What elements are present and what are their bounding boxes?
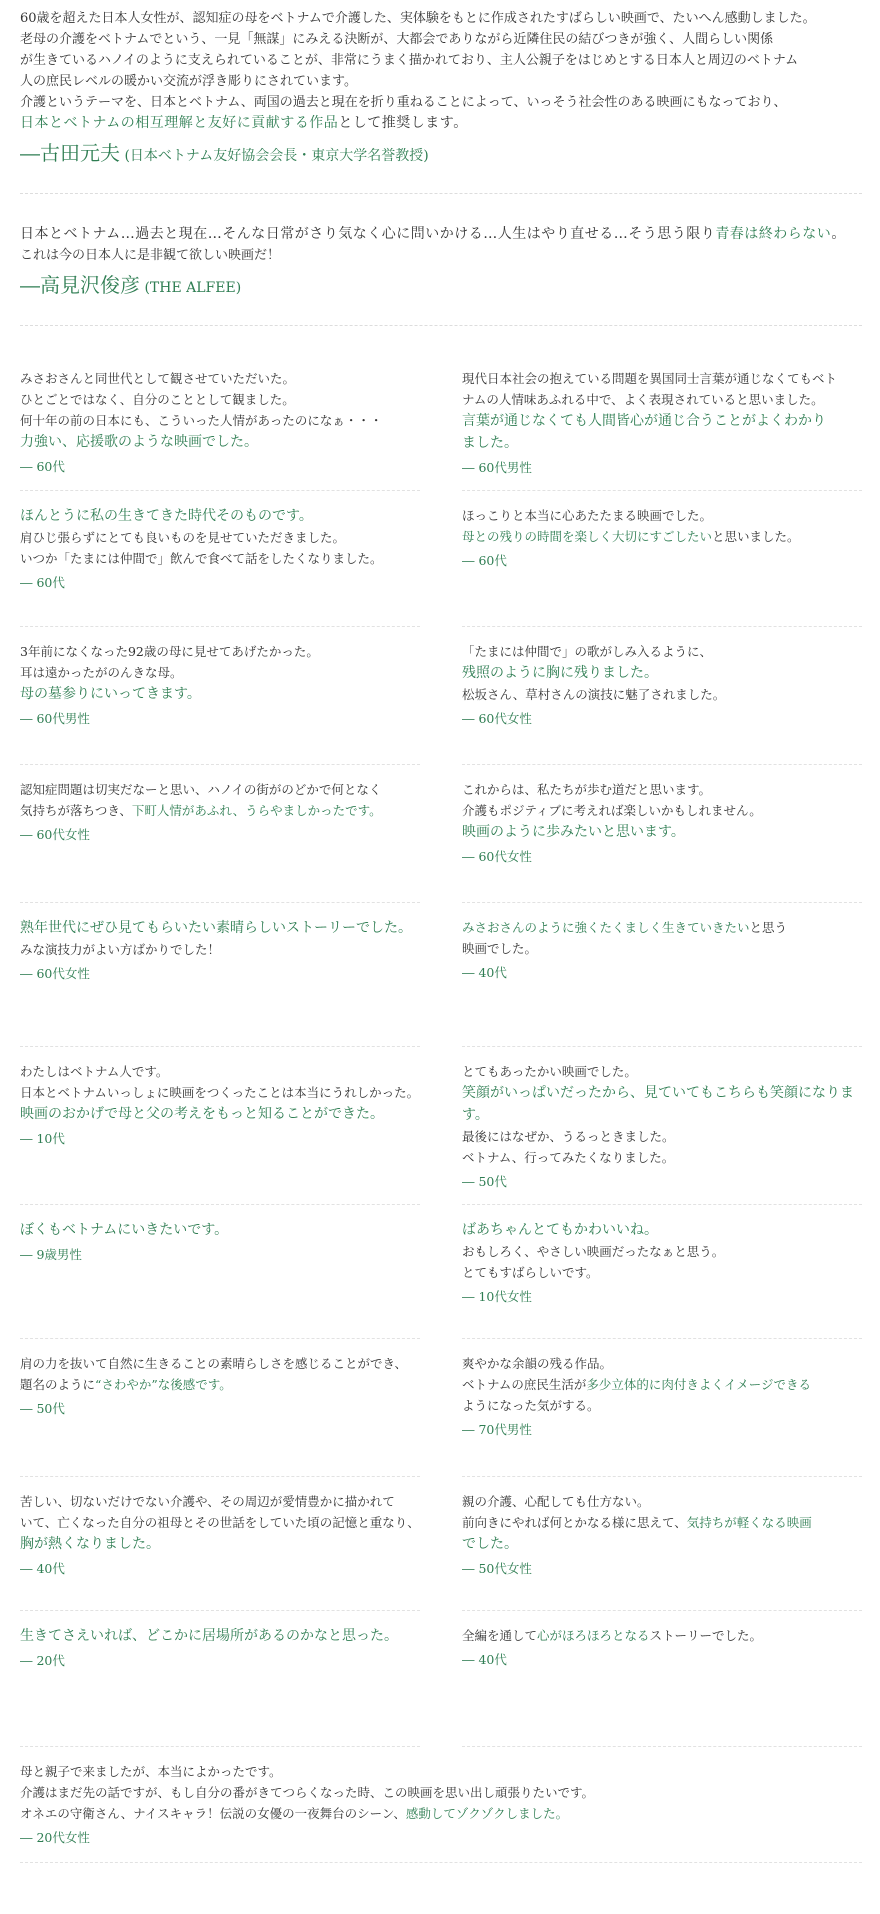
comment-line: [462, 526, 862, 547]
highlight-text: ほんとうに私の生きてきた時代そのものです。: [20, 508, 313, 524]
comment-card: [20, 1747, 862, 1863]
comment-line: [20, 1512, 420, 1533]
highlight-text: 熟年世代にぜひ見てもらいたい素晴らしいストーリーでした。: [20, 920, 412, 936]
featured-comment: [20, 8, 862, 194]
author-name: [20, 138, 862, 171]
comment-line: [20, 1803, 862, 1824]
author-title: (THE ALFEE): [140, 280, 242, 296]
comment-line: [20, 1082, 420, 1103]
comment-line: [462, 1219, 862, 1241]
comment-text: 爽やかな余韻の残る作品。: [462, 1356, 613, 1371]
comment-text: 60歳を超えた日本人女性が、認知症の母をベトナムで介護した、実体験をもとに作成されたすばらしい映画で、たいへん感動しました。: [20, 11, 816, 26]
comment-line: [20, 245, 862, 266]
comment-signature: ― 60代女性: [462, 711, 532, 726]
comment-text: として推奨します。: [338, 115, 468, 131]
comment-line: [20, 662, 420, 683]
comment-line: [462, 1512, 862, 1533]
comment-line: [462, 432, 862, 454]
comment-line: [462, 938, 862, 959]
comment-line: [20, 527, 420, 548]
comment-text: みさおさんと同世代として観させていただいた。: [20, 371, 296, 386]
comment-line: [462, 1262, 862, 1283]
comment-line: [20, 1533, 420, 1555]
comment-text: 映画でした。: [462, 941, 538, 956]
author-name-text: ―古田元夫: [20, 141, 120, 165]
comment-text: とてもあったかい映画でした。: [462, 1064, 637, 1079]
comment-line: [462, 389, 862, 410]
comment-signature: ― 70代男性: [462, 1422, 532, 1437]
comment-line: [20, 50, 862, 71]
comment-text: 3年前になくなった92歳の母に見せてあげたかった。: [20, 644, 319, 659]
comment-signature: ― 60代女性: [20, 966, 90, 981]
comment-line: [462, 1126, 862, 1147]
highlight-text: 映画のおかげで母と父の考えをもっと知ることができた。: [20, 1106, 384, 1122]
comment-signature: ― 60代: [20, 575, 65, 590]
comment-signature: ― 10代女性: [462, 1289, 532, 1304]
highlight-text: 下町人情があふれ、うらやましかったです。: [131, 803, 382, 818]
comment-signature: ― 50代: [462, 1174, 507, 1189]
comment-text: 日本とベトナムいっしょに映画をつくったことは本当にうれしかった。: [20, 1085, 420, 1100]
highlight-text: 生きてさえいれば、どこかに居場所があるのかなと思った。: [20, 1628, 398, 1644]
comment-signature: ― 50代: [20, 1401, 65, 1416]
comment-line: [20, 1353, 420, 1374]
comment-text: これは今の日本人に是非観て欲しい映画だ！: [20, 248, 281, 263]
comment-text: みな演技力がよい方ばかりでした！: [20, 942, 221, 957]
highlight-text: 笑顔がいっぱいだったから、見ていてもこちらも笑顔になります。: [462, 1085, 854, 1123]
comment-line: [20, 8, 862, 29]
comment-line: [462, 1147, 862, 1168]
comment-line: [462, 1395, 862, 1416]
comment-card: [462, 1047, 862, 1205]
comment-text: これからは、私たちが歩む道だと思います。: [462, 782, 712, 797]
comment-signature: ― 10代: [20, 1131, 65, 1146]
comment-card: [20, 1205, 420, 1339]
comment-signature: ― 50代女性: [462, 1561, 532, 1576]
comment-text: オネエの守衛さん、ナイスキャラ！伝説の女優の一夜舞台のシーン、: [20, 1806, 406, 1821]
highlight-text: みさおさんのように強くたくましく生きていきたい: [462, 920, 750, 935]
comment-line: [462, 1241, 862, 1262]
comment-line: [20, 1103, 420, 1125]
comment-line: [20, 224, 862, 245]
comment-text: ストーリーでした。: [649, 1628, 763, 1643]
comment-text: いて、亡くなった自分の祖母とその世話をしていた頃の記憶と重なり、: [20, 1515, 420, 1530]
comment-text: いつか「たまには仲間で」飲んで食べて話をしたくなりました。: [20, 551, 383, 566]
comment-text: 耳は遠かったがのんきな母。: [20, 665, 183, 680]
comment-signature: ― 60代男性: [462, 460, 532, 475]
comment-card: [20, 903, 420, 1047]
comment-line: [462, 1353, 862, 1374]
comment-text: 介護はまだ先の話ですが、もし自分の番がきてつらくなった時、この映画を思い出し頑張りたいです。: [20, 1785, 595, 1800]
comment-line: [462, 1082, 862, 1126]
comment-line: [20, 1625, 420, 1647]
comment-line: [20, 641, 420, 662]
highlight-text: ばあちゃんとてもかわいいね。: [462, 1222, 658, 1238]
comment-card: [462, 1205, 862, 1339]
comment-line: [20, 1374, 420, 1395]
comment-text: 最後にはなぜか、うるっときました。: [462, 1129, 675, 1144]
comment-line: [20, 779, 420, 800]
comment-text: 何十年の前の日本にも、こういった人情があったのになぁ・・・: [20, 413, 383, 428]
comment-card: [462, 903, 862, 1047]
comment-signature: ― 20代女性: [20, 1830, 90, 1845]
comment-line: [462, 800, 862, 821]
featured-comments: [20, 8, 862, 326]
comment-text: 日本とベトナム…過去と現在…そんな日常がさり気なく心に問いかける…人生はやり直せる…そう思う限り: [20, 226, 716, 242]
comment-line: [462, 1491, 862, 1512]
comment-line: [20, 683, 420, 705]
comment-line: [20, 29, 862, 50]
comment-line: [462, 1374, 862, 1395]
comment-line: [20, 1782, 862, 1803]
featured-comment: [20, 224, 862, 326]
comment-line: [20, 800, 420, 821]
highlight-text: 映画のように歩みたいと思います。: [462, 824, 685, 840]
comment-card: [20, 491, 420, 627]
comment-card: [462, 491, 862, 627]
comment-text: おもしろく、やさしい映画だったなぁと思う。: [462, 1244, 725, 1259]
highlight-text: 母との残りの時間を楽しく大切にすごしたい: [462, 529, 713, 544]
comment-text: とてもすばらしいです。: [462, 1265, 599, 1280]
comment-line: [462, 410, 862, 432]
comment-card: [20, 354, 420, 491]
comment-card: [462, 627, 862, 765]
comment-text: 気持ちが落ちつき、: [20, 803, 132, 818]
comment-text: ようになった気がする。: [462, 1398, 600, 1413]
highlight-text: ぼくもベトナムにいきたいです。: [20, 1222, 229, 1238]
comment-line: [462, 1061, 862, 1082]
comment-card: [20, 1047, 420, 1205]
comment-line: [20, 1061, 420, 1082]
comment-signature: ― 40代: [462, 965, 507, 980]
highlight-text: 力強い、応援歌のような映画でした。: [20, 434, 258, 450]
comment-card: [20, 765, 420, 903]
comment-line: [20, 505, 420, 527]
comment-text: 介護というテーマを、日本とベトナム、両国の過去と現在を折り重ねることによって、いっそう社会性のある映画にもなっており、: [20, 95, 787, 110]
highlight-text: 気持ちが軽くなる映画: [686, 1515, 812, 1530]
highlight-text: でした。: [462, 1536, 518, 1552]
comment-text: ナムの人情味あふれる中で、よく表現されていると思いました。: [462, 392, 824, 407]
comment-line: [20, 917, 420, 939]
highlight-text: 青春は終わらない: [715, 226, 832, 242]
comment-signature: ― 60代女性: [20, 827, 90, 842]
comment-signature: ― 60代: [20, 459, 65, 474]
comment-text: 苦しい、切ないだけでない介護や、その周辺が愛情豊かに描かれて: [20, 1494, 395, 1509]
author-name-text: ―高見沢俊彦: [20, 273, 140, 297]
comment-line: [20, 939, 420, 960]
author-name: [20, 270, 862, 303]
comment-line: [20, 1491, 420, 1512]
comment-line: [20, 431, 420, 453]
comment-text: 現代日本社会の抱えている問題を異国同士言葉が通じなくてもベト: [462, 371, 838, 386]
highlight-text: 多少立体的に肉付きよくイメージできる: [586, 1377, 812, 1392]
highlight-text: 母の墓参りにいってきます。: [20, 686, 201, 702]
comment-line: [20, 1219, 420, 1241]
comment-line: [20, 92, 862, 113]
comment-line: [462, 1625, 862, 1646]
comment-line: [20, 410, 420, 431]
comment-signature: ― 60代男性: [20, 711, 90, 726]
comment-text: ベトナム、行ってみたくなりました。: [462, 1150, 675, 1165]
comment-signature: ― 40代: [462, 1652, 507, 1667]
comment-card: [20, 1339, 420, 1477]
comment-text: 全編を通して: [462, 1628, 538, 1643]
comment-line: [462, 684, 862, 705]
comment-line: [20, 1761, 862, 1782]
comment-line: [462, 505, 862, 526]
comment-line: [20, 368, 420, 389]
comment-card: [462, 354, 862, 491]
comment-text: 肩ひじ張らずにとても良いものを見せていただきました。: [20, 530, 346, 545]
comment-text: 介護もポジティブに考えれば楽しいかもしれません。: [462, 803, 762, 818]
comment-line: [462, 821, 862, 843]
highlight-text: 残照のように胸に残りました。: [462, 665, 658, 681]
comment-line: [462, 662, 862, 684]
highlight-text: 胸が熱くなりました。: [20, 1536, 160, 1552]
comment-signature: ― 9歳男性: [20, 1247, 82, 1262]
comment-text: ほっこりと本当に心あたたまる映画でした。: [462, 508, 713, 523]
comment-text: が生きているハノイのように支えられていることが、非常にうまく描かれており、主人公親子をはじめとする日本人と周辺のベトナム: [20, 53, 799, 68]
comment-line: [20, 71, 862, 92]
comment-line: [462, 1533, 862, 1555]
highlight-text: ました。: [462, 435, 518, 451]
comment-card: [462, 765, 862, 903]
comment-signature: ― 60代女性: [462, 849, 532, 864]
comment-text: 肩の力を抜いて自然に生きることの素晴らしさを感じることができ、: [20, 1356, 408, 1371]
comment-line: [462, 368, 862, 389]
highlight-text: “さわやか”な後感です。: [95, 1377, 232, 1392]
comment-card: [462, 1477, 862, 1611]
comment-line: [20, 113, 862, 134]
comment-line: [20, 548, 420, 569]
comment-text: と思いました。: [712, 529, 800, 544]
comment-text: 「たまには仲間で」の歌がしみ入るように、: [462, 644, 713, 659]
comment-card: [20, 1477, 420, 1611]
highlight-text: 言葉が通じなくても人間皆心が通じ合うことがよくわかり: [462, 413, 826, 429]
comment-signature: ― 40代: [20, 1561, 65, 1576]
comment-text: 題名のように: [20, 1377, 96, 1392]
author-title: (日本ベトナム友好協会会長・東京大学名誉教授): [120, 148, 429, 164]
comment-card: [462, 1611, 862, 1747]
comment-text: と思う: [749, 920, 788, 935]
comment-card: [462, 1339, 862, 1477]
comment-text: 前向きにやれば何とかなる様に思えて、: [462, 1515, 687, 1530]
comment-signature: ― 20代: [20, 1653, 65, 1668]
comment-text: わたしはベトナム人です。: [20, 1064, 169, 1079]
comment-card: [20, 1611, 420, 1747]
comment-card: [20, 627, 420, 765]
comment-text: 人の庶民レベルの暖かい交流が浮き彫りにされています。: [20, 74, 357, 89]
comment-line: [462, 641, 862, 662]
comment-text: 親の介護、心配しても仕方ない。: [462, 1494, 650, 1509]
comment-line: [462, 917, 862, 938]
comment-text: ひとごとではなく、自分のこととして観ました。: [20, 392, 295, 407]
comments-grid: [20, 354, 862, 1863]
comment-line: [20, 389, 420, 410]
highlight-text: 日本とベトナムの相互理解と友好に貢献する作品: [20, 115, 339, 131]
comment-text: 。: [831, 226, 846, 242]
comment-text: 老母の介護をベトナムでという、一見「無謀」にみえる決断が、大都会でありながら近隣住民の結びつきが強く、人間らしい関係: [20, 32, 774, 47]
comment-text: ベトナムの庶民生活が: [462, 1377, 587, 1392]
highlight-text: 感動してゾクゾクしました。: [405, 1806, 569, 1821]
comment-text: 松坂さん、草村さんの演技に魅了されました。: [462, 687, 726, 702]
comment-signature: ― 60代: [462, 553, 507, 568]
comment-text: 認知症問題は切実だなーと思い、ハノイの街がのどかで何となく: [20, 782, 382, 797]
comment-text: 母と親子で来ましたが、本当によかったです。: [20, 1764, 282, 1779]
highlight-text: 心がほろほろとなる: [537, 1628, 650, 1643]
comment-line: [462, 779, 862, 800]
